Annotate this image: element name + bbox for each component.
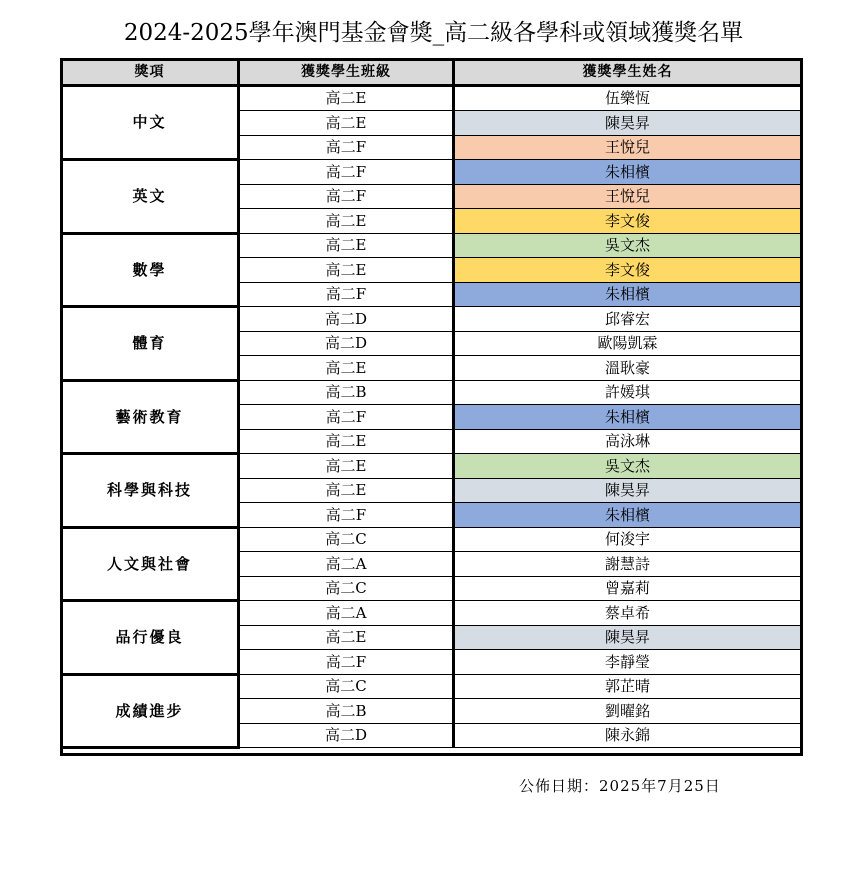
student-name: 陳昊昇 <box>454 478 801 503</box>
student-name: 劉曜銘 <box>454 699 801 724</box>
student-class: 高二B <box>239 380 454 405</box>
student-class: 高二C <box>239 527 454 552</box>
student-class: 高二E <box>239 258 454 283</box>
award-category: 成績進步 <box>62 674 239 748</box>
student-name: 何浚宇 <box>454 527 801 552</box>
header-award: 獎項 <box>62 60 239 86</box>
student-name: 朱相檳 <box>454 405 801 430</box>
student-class: 高二F <box>239 135 454 160</box>
award-category: 藝術教育 <box>62 380 239 454</box>
table-row <box>62 454 801 479</box>
table-row <box>62 307 801 332</box>
student-class: 高二F <box>239 650 454 675</box>
student-name: 許媛琪 <box>454 380 801 405</box>
student-name: 邱睿宏 <box>454 307 801 332</box>
student-name: 歐陽凱霖 <box>454 331 801 356</box>
student-name: 朱相檳 <box>454 160 801 185</box>
student-class: 高二E <box>239 478 454 503</box>
student-name: 朱相檳 <box>454 282 801 307</box>
student-class: 高二B <box>239 699 454 724</box>
table-header-row <box>62 60 801 86</box>
award-category: 中文 <box>62 85 239 160</box>
student-class: 高二D <box>239 331 454 356</box>
student-class: 高二F <box>239 405 454 430</box>
student-name: 伍樂恆 <box>454 85 801 111</box>
student-name: 郭芷晴 <box>454 674 801 699</box>
student-name: 高泳琳 <box>454 429 801 454</box>
table-row <box>62 527 801 552</box>
table-row <box>62 233 801 258</box>
student-class: 高二E <box>239 209 454 234</box>
award-table <box>61 59 801 749</box>
student-class: 高二E <box>239 356 454 381</box>
award-category: 科學與科技 <box>62 454 239 528</box>
award-category: 英文 <box>62 160 239 234</box>
student-class: 高二E <box>239 111 454 136</box>
table-body <box>62 85 801 748</box>
award-category: 體育 <box>62 307 239 381</box>
student-class: 高二E <box>239 85 454 111</box>
publish-date: 公佈日期：2025年7月25日 <box>519 777 721 795</box>
student-name: 李靜瑩 <box>454 650 801 675</box>
student-name: 李文俊 <box>454 258 801 283</box>
student-name: 吳文杰 <box>454 454 801 479</box>
student-class: 高二E <box>239 625 454 650</box>
header-class: 獲獎學生班級 <box>239 60 454 86</box>
student-name: 陳永錦 <box>454 723 801 748</box>
award-category: 品行優良 <box>62 601 239 675</box>
student-class: 高二F <box>239 282 454 307</box>
student-class: 高二C <box>239 576 454 601</box>
student-name: 陳昊昇 <box>454 111 801 136</box>
student-class: 高二D <box>239 307 454 332</box>
table-row <box>62 160 801 185</box>
student-name: 李文俊 <box>454 209 801 234</box>
student-name: 王悅兒 <box>454 184 801 209</box>
student-name: 朱相檳 <box>454 503 801 528</box>
table-row <box>62 85 801 111</box>
student-name: 王悅兒 <box>454 135 801 160</box>
student-name: 溫耿豪 <box>454 356 801 381</box>
student-name: 蔡卓希 <box>454 601 801 626</box>
table-row <box>62 380 801 405</box>
student-class: 高二F <box>239 503 454 528</box>
table-row <box>62 674 801 699</box>
award-category: 數學 <box>62 233 239 307</box>
student-class: 高二E <box>239 233 454 258</box>
student-name: 陳昊昇 <box>454 625 801 650</box>
header-name: 獲獎學生姓名 <box>454 60 801 86</box>
student-class: 高二A <box>239 552 454 577</box>
student-class: 高二E <box>239 429 454 454</box>
table-row <box>62 601 801 626</box>
student-name: 吳文杰 <box>454 233 801 258</box>
student-class: 高二D <box>239 723 454 748</box>
student-name: 曾嘉莉 <box>454 576 801 601</box>
student-class: 高二F <box>239 184 454 209</box>
student-class: 高二A <box>239 601 454 626</box>
student-class: 高二C <box>239 674 454 699</box>
student-class: 高二E <box>239 454 454 479</box>
page-title: 2024-2025學年澳門基金會獎_高二級各學科或領域獲獎名單 <box>123 20 744 46</box>
award-category: 人文與社會 <box>62 527 239 601</box>
student-name: 謝慧詩 <box>454 552 801 577</box>
student-class: 高二F <box>239 160 454 185</box>
